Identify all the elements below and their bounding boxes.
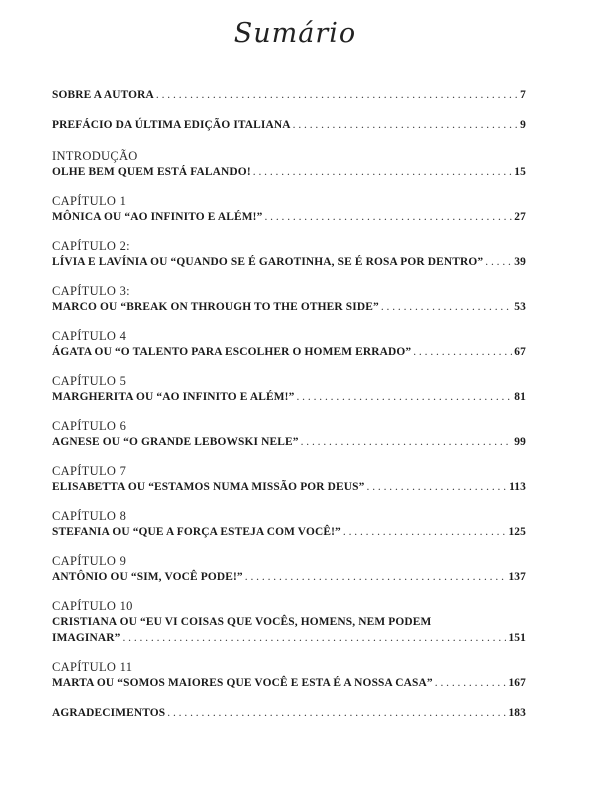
toc-entry xyxy=(52,419,526,450)
toc-chapter-label: CAPÍTULO 10 xyxy=(52,599,133,613)
toc-entry xyxy=(52,194,526,225)
toc-entry xyxy=(52,329,526,360)
toc-leader-dots xyxy=(122,630,506,646)
toc-leader-dots xyxy=(367,479,508,495)
toc-entry-title: AGNESE OU “O GRANDE LEBOWSKI NELE” xyxy=(52,436,299,448)
toc-entry-page: 167 xyxy=(508,677,526,689)
toc-entry-page: 53 xyxy=(514,301,526,313)
toc-entry-title: MÔNICA OU “AO INFINITO E ALÉM!” xyxy=(52,211,263,223)
toc-leader-dots xyxy=(296,389,512,405)
toc-entry-title: SOBRE A AUTORA xyxy=(52,89,154,101)
toc-entry-title: PREFÁCIO DA ÚLTIMA EDIÇÃO ITALIANA xyxy=(52,119,291,131)
toc-leader-dots xyxy=(301,434,513,450)
toc-entry xyxy=(52,660,526,691)
toc-entry xyxy=(52,554,526,585)
toc-entry xyxy=(52,599,526,646)
toc-entry xyxy=(52,705,526,721)
toc-entry-title: MARTA OU “SOMOS MAIORES QUE VOCÊ E ESTA É A NOSSA CASA” xyxy=(52,677,433,689)
toc-chapter-label: CAPÍTULO 6 xyxy=(52,419,127,433)
toc-leader-dots xyxy=(413,344,512,360)
toc-entry xyxy=(52,284,526,315)
toc-leader-dots xyxy=(264,209,512,225)
toc-entry-title: ELISABETTA OU “ESTAMOS NUMA MISSÃO POR DEUS” xyxy=(52,481,365,493)
toc-entry xyxy=(52,117,526,133)
toc-chapter-label: CAPÍTULO 3: xyxy=(52,284,130,298)
toc-entry-title: MARCO OU “BREAK ON THROUGH TO THE OTHER SIDE” xyxy=(52,301,379,313)
toc-entry-page: 183 xyxy=(508,707,526,719)
toc-chapter-label: CAPÍTULO 4 xyxy=(52,329,127,343)
toc-entry-title: IMAGINAR” xyxy=(52,632,121,644)
toc-entry-page: 9 xyxy=(520,119,526,131)
toc-leader-dots xyxy=(343,524,507,540)
toc-entry xyxy=(52,87,526,103)
toc-leader-dots xyxy=(167,705,506,721)
toc-leader-dots xyxy=(245,569,507,585)
toc-chapter-label: CAPÍTULO 5 xyxy=(52,374,127,388)
toc-leader-dots xyxy=(253,164,513,180)
toc-entry-page: 81 xyxy=(514,391,526,403)
toc-entry xyxy=(52,149,526,180)
toc-entry-page: 39 xyxy=(514,256,526,268)
toc-leader-dots xyxy=(485,254,512,270)
toc-entry-page: 27 xyxy=(514,211,526,223)
toc-chapter-label: INTRODUÇÃO xyxy=(52,149,138,163)
toc-entry-page: 15 xyxy=(514,166,526,178)
toc-entry-page: 67 xyxy=(514,346,526,358)
page-title: Sumário xyxy=(233,18,357,49)
toc-entry-title: STEFANIA OU “QUE A FORÇA ESTEJA COM VOCÊ!” xyxy=(52,526,341,538)
toc-entry-title: LÍVIA E LAVÍNIA OU “QUANDO SE É GAROTINHA, SE É ROSA POR DENTRO” xyxy=(52,256,484,268)
toc-entry-title-line1: CRISTIANA OU “EU VI COISAS QUE VOCÊS, HOMENS, NEM PODEM xyxy=(52,616,432,628)
table-of-contents xyxy=(52,87,526,735)
toc-chapter-label: CAPÍTULO 11 xyxy=(52,660,133,674)
toc-leader-dots xyxy=(435,675,507,691)
toc-leader-dots xyxy=(156,87,518,103)
toc-entry-page: 125 xyxy=(508,526,526,538)
toc-chapter-label: CAPÍTULO 1 xyxy=(52,194,127,208)
toc-chapter-label: CAPÍTULO 2: xyxy=(52,239,130,253)
toc-entry-page: 99 xyxy=(514,436,526,448)
toc-entry xyxy=(52,464,526,495)
toc-entry-title: ÁGATA OU “O TALENTO PARA ESCOLHER O HOMEM ERRADO” xyxy=(52,346,412,358)
toc-leader-dots xyxy=(293,117,519,133)
toc-entry-title: OLHE BEM QUEM ESTÁ FALANDO! xyxy=(52,166,251,178)
toc-entry-title: MARGHERITA OU “AO INFINITO E ALÉM!” xyxy=(52,391,295,403)
toc-chapter-label: CAPÍTULO 7 xyxy=(52,464,127,478)
toc-chapter-label: CAPÍTULO 9 xyxy=(52,554,127,568)
toc-entry-title: ANTÔNIO OU “SIM, VOCÊ PODE!” xyxy=(52,571,243,583)
toc-leader-dots xyxy=(381,299,512,315)
toc-entry-page: 137 xyxy=(508,571,526,583)
toc-entry xyxy=(52,509,526,540)
toc-entry xyxy=(52,374,526,405)
toc-entry-page: 113 xyxy=(509,481,526,493)
toc-chapter-label: CAPÍTULO 8 xyxy=(52,509,127,523)
toc-entry xyxy=(52,239,526,270)
toc-entry-page: 7 xyxy=(520,89,526,101)
toc-entry-title: AGRADECIMENTOS xyxy=(52,707,166,719)
toc-entry-page: 151 xyxy=(508,632,526,644)
